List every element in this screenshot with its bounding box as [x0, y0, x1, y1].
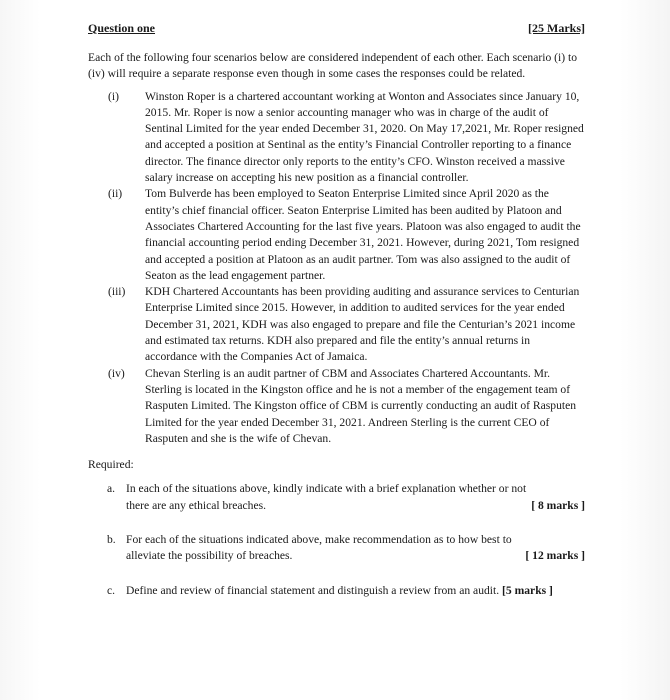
scenario-text: Tom Bulverde has been employed to Seaton Enterprise Limited since April 2020 as the entity’s chief financial officer. Seaton Enterprise Limited has been audited by Platoon and Associates Chartered Accounting for the last five years. Platoon was also engaged to audit the financial accounting period ending December 31, 2021. However, during 2021, Tom resigned and accepted a position at Platoon as an audit partner. Tom was also assigned to the audit of Seaton as the lead engagement partner. — [145, 187, 581, 282]
requirement-label: b. — [107, 533, 116, 547]
scenario-text: KDH Chartered Accountants has been providing auditing and assurance services to Centurian Enterprise Limited since 2015. However, in addition to audited services for the year ended December 31, 2021, KDH was also engaged to prepare and file the Centurian’s 2021 income and estimated tax returns. KDH also prepared and file the entity’s annual returns in accordance with the Companies Act of Jamaica. — [145, 285, 580, 364]
scenario-item — [88, 89, 585, 187]
requirement-marks: [5 marks ] — [502, 583, 553, 597]
scenario-list — [88, 89, 585, 448]
requirement-body — [126, 532, 585, 565]
document-content — [88, 20, 585, 599]
requirement-line: For each of the situations indicated above, make recommendation as to how best to — [126, 533, 512, 547]
requirement-text: Define and review of financial statement and distinguish a review from an audit. — [126, 583, 500, 597]
scenario-label: (ii) — [108, 187, 123, 201]
scenario-item — [88, 366, 585, 447]
requirement-item — [88, 532, 585, 565]
intro-paragraph: Each of the following four scenarios below are considered independent of each other. Each scenario (i) to (iv) will require a separate response even though in some cases the responses could be related. — [88, 51, 577, 81]
requirement-item — [88, 481, 585, 514]
requirement-marks: [ 12 marks ] — [525, 549, 585, 563]
requirement-line: In each of the situations above, kindly indicate with a brief explanation whether or not — [126, 482, 527, 496]
requirement-text: alleviate the possibility of breaches. — [126, 549, 293, 563]
question-title: Question one — [88, 21, 156, 35]
requirement-body — [126, 583, 585, 599]
requirement-label: c. — [107, 583, 116, 597]
scenario-label: (iii) — [108, 285, 126, 299]
scenario-label: (i) — [108, 89, 119, 103]
scenario-text: Winston Roper is a chartered accountant working at Wonton and Associates since January 10, 2015. Mr. Roper is now a senior accounting manager who was in charge of the audit of Sentinal Limited for the year ended December 31, 2020. On May 17,2021, Mr. Roper resigned and accepted a position at Sentinal as the entity’s Financial Controller reporting to a finance director. The finance director only reports to the entity’s CFO. Winston received a massive salary increase on accepting his new position as a financial controller. — [145, 89, 584, 185]
requirement-marks: [ 8 marks ] — [531, 498, 585, 512]
scenario-item — [88, 186, 585, 284]
requirement-body — [126, 481, 585, 514]
scenario-text: Chevan Sterling is an audit partner of CBM and Associates Chartered Accountants. Mr. Sterling is located in the Kingston office and he is not a member of the engagement team of Rasputen Limited. The Kingston office of CBM is currently conducting an audit of Rasputen Limited for the year ended December 31, 2021. Andreen Sterling is the current CEO of Rasputen and she is the wife of Chevan. — [145, 366, 577, 445]
requirement-label: a. — [107, 482, 116, 496]
scenario-item — [88, 284, 585, 365]
scenario-label: (iv) — [108, 366, 125, 380]
required-heading: Required: — [88, 458, 134, 472]
question-heading — [88, 20, 585, 36]
requirement-text: there are any ethical breaches. — [126, 498, 267, 512]
requirement-list — [88, 481, 585, 598]
requirement-line — [126, 498, 585, 514]
requirement-line — [126, 548, 585, 564]
question-marks: [25 Marks] — [528, 21, 585, 35]
requirement-item — [88, 583, 585, 599]
